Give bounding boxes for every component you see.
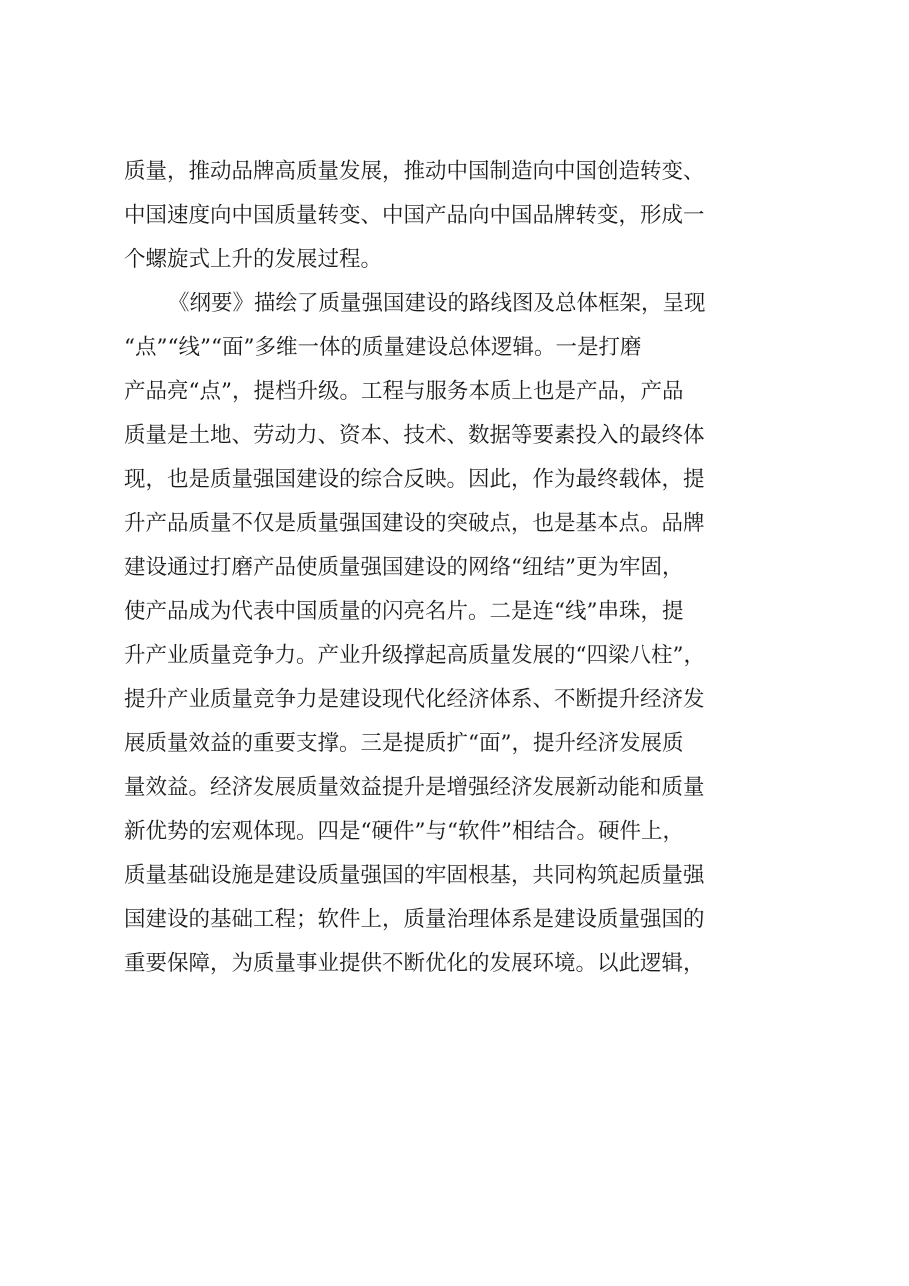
paragraph-2-line-7: 建设通过打磨产品使质量强国建设的网络“纽结”更为牢固， [124, 555, 684, 580]
paragraph-2-line-14: 质量基础设施是建设质量强国的牢固根基，共同构筑起质量强 [124, 863, 705, 888]
paragraph-2-line-16: 重要保障，为质量事业提供不断优化的发展环境。以此逻辑， [124, 951, 705, 976]
paragraph-2-line-6: 升产品质量不仅是质量强国建设的突破点，也是基本点。品牌 [124, 511, 705, 536]
paragraph-2-line-1: 《纲要》描绘了质量强国建设的路线图及总体框架，呈现 [168, 291, 706, 316]
paragraph-2-line-5: 现，也是质量强国建设的综合反映。因此，作为最终载体，提 [124, 467, 705, 492]
paragraph-2-line-4: 质量是土地、劳动力、资本、技术、数据等要素投入的最终体 [124, 423, 705, 448]
paragraph-2-line-12: 量效益。经济发展质量效益提升是增强经济发展新动能和质量 [124, 775, 705, 800]
paragraph-2-line-2: “点”“线”“面”多维一体的质量建设总体逻辑。一是打磨 [124, 335, 642, 360]
paragraph-2-line-13: 新优势的宏观体现。四是“硬件”与“软件”相结合。硬件上， [124, 819, 684, 844]
paragraph-1-line-3: 个螺旋式上升的发展过程。 [124, 247, 383, 272]
paragraph-2-line-15: 国建设的基础工程；软件上，质量治理体系是建设质量强国的 [124, 907, 705, 932]
paragraph-2-line-11: 展质量效益的重要支撑。三是提质扩“面”，提升经济发展质 [124, 731, 684, 756]
body-text [124, 150, 784, 986]
paragraph-1-line-2: 中国速度向中国质量转变、中国产品向中国品牌转变，形成一 [124, 203, 705, 228]
paragraph-2-line-9: 升产业质量竞争力。产业升级撑起高质量发展的“四梁八柱”， [124, 643, 705, 668]
paragraph-1-line-1: 质量，推动品牌高质量发展，推动中国制造向中国创造转变、 [124, 159, 705, 184]
paragraph-2-line-8: 使产品成为代表中国质量的闪亮名片。二是连“线”串珠，提 [124, 599, 684, 624]
paragraph-2-line-10: 提升产业质量竞争力是建设现代化经济体系、不断提升经济发 [124, 687, 705, 712]
paragraph-2-line-3: 产品亮“点”，提档升级。工程与服务本质上也是产品，产品 [124, 379, 684, 404]
